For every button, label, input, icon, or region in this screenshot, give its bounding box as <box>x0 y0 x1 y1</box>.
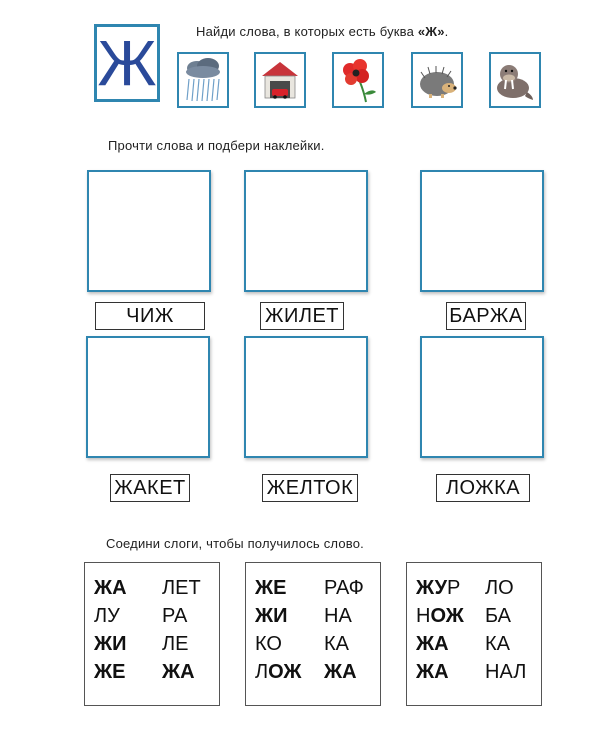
sticker-slot-zheltok[interactable] <box>244 336 368 458</box>
sticker-slot-zhilet[interactable] <box>244 170 368 292</box>
picture-card-rain[interactable] <box>177 52 229 108</box>
picture-card-walrus[interactable] <box>489 52 541 108</box>
syllable-left[interactable]: ЖЕ <box>255 577 287 599</box>
syllable-left[interactable]: ЖА <box>94 577 127 599</box>
syllable-right[interactable]: ЖА <box>324 661 357 683</box>
syllable-left[interactable]: ЖИ <box>94 633 127 655</box>
syllable-left[interactable]: ЖУР <box>416 577 461 599</box>
syllables-instruction: Соедини слоги, чтобы получилось слово. <box>106 536 364 551</box>
syllable-left[interactable]: НОЖ <box>416 605 464 627</box>
find-words-instruction: Найди слова, в которых есть буква «Ж». <box>196 24 449 39</box>
sticker-slot-zhaket[interactable] <box>86 336 210 458</box>
sticker-slot-barzha[interactable] <box>420 170 544 292</box>
syllable-right[interactable]: КА <box>485 633 510 655</box>
syllable-box-2 <box>245 562 381 706</box>
stickers-instruction: Прочти слова и подбери наклейки. <box>108 138 325 153</box>
sticker-slot-chizh[interactable] <box>87 170 211 292</box>
walrus-icon <box>493 56 537 104</box>
syllable-left[interactable]: ЖИ <box>255 605 288 627</box>
syllable-left[interactable]: КО <box>255 633 282 655</box>
syllable-left[interactable]: ЖА <box>416 633 449 655</box>
sticker-slot-lozhka[interactable] <box>420 336 544 458</box>
poppy-flower-icon <box>336 56 380 104</box>
syllable-box-3 <box>406 562 542 706</box>
letter-zh: Ж <box>97 27 157 99</box>
syllable-left[interactable]: ЖА <box>416 661 449 683</box>
picture-card-hedgehog[interactable] <box>411 52 463 108</box>
word-label-lozhka: ЛОЖКА <box>436 474 530 502</box>
syllable-right[interactable]: БА <box>485 605 512 627</box>
syllable-right[interactable]: РА <box>162 605 188 627</box>
syllable-right[interactable]: РАФ <box>324 577 364 599</box>
letter-card <box>94 24 160 102</box>
syllable-left[interactable]: ЖЕ <box>94 661 126 683</box>
syllable-right[interactable]: ЖА <box>162 661 195 683</box>
syllable-right[interactable]: ЛЕ <box>162 633 189 655</box>
syllable-right[interactable]: НАЛ <box>485 661 527 683</box>
word-label-chizh: ЧИЖ <box>95 302 205 330</box>
syllable-left[interactable]: ЛОЖ <box>255 661 302 683</box>
syllable-box-1 <box>84 562 220 706</box>
syllable-right[interactable]: ЛО <box>485 577 514 599</box>
syllable-right[interactable]: КА <box>324 633 349 655</box>
syllable-right[interactable]: ЛЕТ <box>162 577 201 599</box>
garage-car-icon <box>258 56 302 104</box>
hedgehog-icon <box>415 56 459 104</box>
syllable-left[interactable]: ЛУ <box>94 605 120 627</box>
word-label-zheltok: ЖЕЛТОК <box>262 474 358 502</box>
word-label-barzha: БАРЖА <box>446 302 526 330</box>
picture-card-garage[interactable] <box>254 52 306 108</box>
picture-card-poppy[interactable] <box>332 52 384 108</box>
syllable-right[interactable]: НА <box>324 605 352 627</box>
rain-cloud-icon <box>181 56 225 104</box>
word-label-zhilet: ЖИЛЕТ <box>260 302 344 330</box>
word-label-zhaket: ЖАКЕТ <box>110 474 190 502</box>
